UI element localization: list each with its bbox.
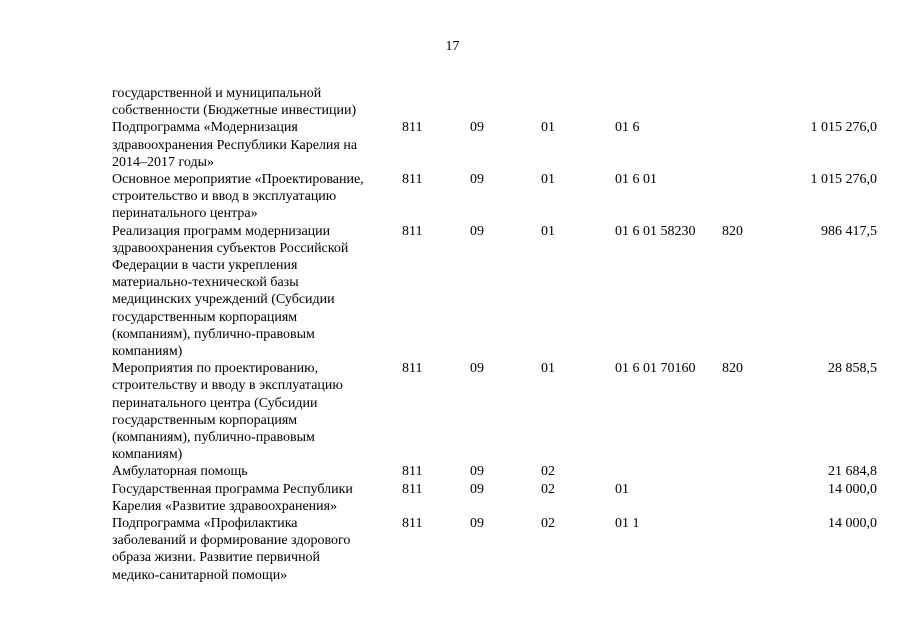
row-rz: 09: [470, 361, 484, 377]
row-csr: 01 6 01 58230: [615, 223, 696, 239]
row-sum: 1 015 276,0: [810, 120, 877, 136]
row-pr: 01: [541, 223, 555, 239]
row-pr: 01: [541, 120, 555, 136]
table-row: [112, 85, 877, 119]
row-sum: 986 417,5: [821, 223, 877, 239]
row-sum: 14 000,0: [828, 481, 877, 497]
row-ved: 811: [402, 223, 423, 239]
row-pr: 02: [541, 516, 555, 532]
table-row: [112, 360, 877, 463]
row-ved: 811: [402, 481, 423, 497]
budget-table: [112, 85, 877, 584]
row-name: Мероприятия по проектированию, строительству и вводу в эксплуатацию перинатального центра (Субсидии государственным корпорациям (компаниям), публично-правовым компаниям): [112, 361, 343, 463]
row-ved: 811: [402, 516, 423, 532]
row-csr: 01 1: [615, 516, 640, 532]
table-row: [112, 463, 877, 480]
row-name: Государственная программа Республики Карелия «Развитие здравоохранения»: [112, 481, 353, 514]
row-sum: 21 684,8: [828, 464, 877, 480]
row-sum: 14 000,0: [828, 516, 877, 532]
row-ved: 811: [402, 361, 423, 377]
row-sum: 28 858,5: [828, 361, 877, 377]
row-csr: 01 6 01 70160: [615, 361, 696, 377]
row-rz: 09: [470, 464, 484, 480]
row-ved: 811: [402, 172, 423, 188]
table-row: [112, 481, 877, 515]
table-row: [112, 515, 877, 584]
row-name: государственной и муниципальной собственности (Бюджетные инвестиции): [112, 86, 357, 119]
row-csr: 01 6 01: [615, 172, 657, 188]
row-rz: 09: [470, 223, 484, 239]
row-pr: 02: [541, 464, 555, 480]
row-rz: 09: [470, 120, 484, 136]
row-vr: 820: [722, 223, 743, 239]
row-csr: 01: [615, 481, 629, 497]
row-name: Основное мероприятие «Проектирование, строительство и ввод в эксплуатацию перинатального центра»: [112, 172, 364, 222]
row-sum: 1 015 276,0: [810, 172, 877, 188]
row-ved: 811: [402, 464, 423, 480]
row-csr: 01 6: [615, 120, 640, 136]
row-rz: 09: [470, 172, 484, 188]
table-row: [112, 223, 877, 361]
row-rz: 09: [470, 481, 484, 497]
row-name: Амбулаторная помощь: [112, 464, 248, 480]
row-name: Реализация программ модернизации здравоохранения субъектов Российской Федерации в части укрепления материально-технической базы медицинских учреждений (Субсидии государственным корпорациям (компаниям), публично-правовым компаниям): [112, 223, 349, 360]
row-rz: 09: [470, 516, 484, 532]
row-name: Подпрограмма «Профилактика заболеваний и формирование здорового образа жизни. Развитие первичной медико-санитарной помощи»: [112, 516, 351, 583]
table-row: [112, 171, 877, 223]
row-pr: 01: [541, 361, 555, 377]
page-number: 17: [445, 39, 460, 54]
row-pr: 02: [541, 481, 555, 497]
row-vr: 820: [722, 361, 743, 377]
row-name: Подпрограмма «Модернизация здравоохранения Республики Карелия на 2014–2017 годы»: [112, 120, 358, 170]
row-ved: 811: [402, 120, 423, 136]
table-row: [112, 119, 877, 171]
row-pr: 01: [541, 172, 555, 188]
